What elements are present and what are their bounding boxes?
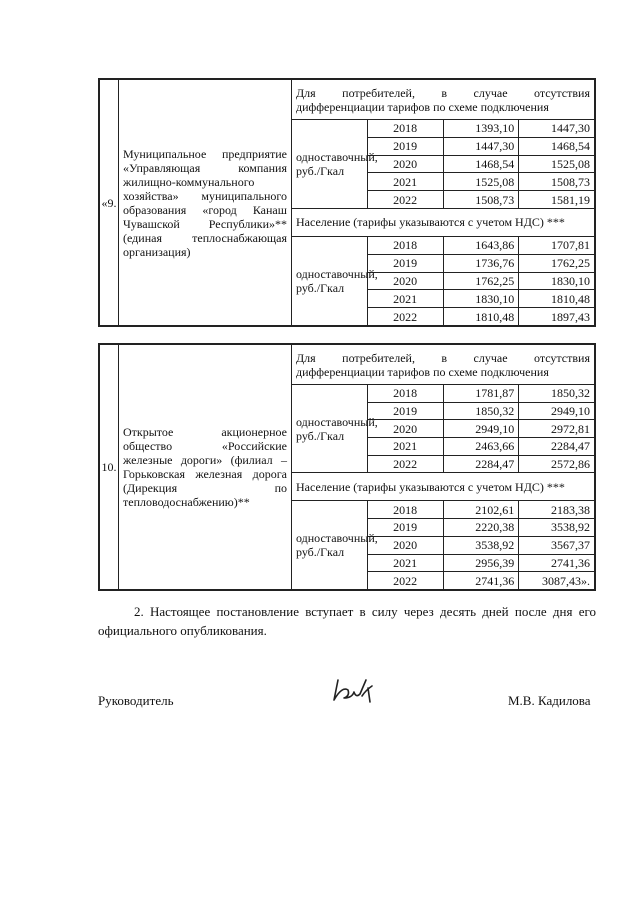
value-cell: 1468,54 [519, 137, 595, 155]
value-cell: 1393,10 [443, 120, 519, 138]
value-cell: 1850,32 [519, 385, 595, 403]
year-cell: 2018 [367, 385, 443, 403]
year-cell: 2022 [367, 455, 443, 473]
tariff-table-9 [98, 78, 596, 327]
effective-date-paragraph: 2. Настоящее постановление вступает в силу через десять дней после дня его официального опубликования. [98, 604, 596, 638]
year-cell: 2022 [367, 572, 443, 590]
consumers-header: Для потребителей, в случае отсутствия дифференциации тарифов по схеме подключения [292, 345, 595, 385]
row-number: 10. [100, 345, 119, 590]
value-cell: 1581,19 [519, 191, 595, 209]
value-cell: 1810,48 [443, 308, 519, 326]
row-number: «9. [100, 80, 119, 326]
value-cell: 3087,43». [519, 572, 595, 590]
value-cell: 2220,38 [443, 519, 519, 537]
value-cell: 1508,73 [519, 173, 595, 191]
tariff-type: одноставочный, руб./Гкал [292, 120, 368, 209]
year-cell: 2018 [367, 236, 443, 254]
value-cell: 1447,30 [443, 137, 519, 155]
value-cell: 1736,76 [443, 254, 519, 272]
value-cell: 1762,25 [443, 272, 519, 290]
value-cell: 2741,36 [443, 572, 519, 590]
year-cell: 2018 [367, 120, 443, 138]
population-header: Население (тарифы указываются с учетом НДС) *** [292, 208, 595, 236]
value-cell: 2572,86 [519, 455, 595, 473]
year-cell: 2021 [367, 438, 443, 456]
consumers-header: Для потребителей, в случае отсутствия дифференциации тарифов по схеме подключения [292, 80, 595, 120]
tariff-type: одноставочный, руб./Гкал [292, 501, 368, 590]
value-cell: 1897,43 [519, 308, 595, 326]
value-cell: 3538,92 [443, 536, 519, 554]
value-cell: 2956,39 [443, 554, 519, 572]
year-cell: 2019 [367, 402, 443, 420]
year-cell: 2022 [367, 308, 443, 326]
year-cell: 2019 [367, 254, 443, 272]
value-cell: 2949,10 [443, 420, 519, 438]
organization-name: Муниципальное предприятие «Управляющая компания жилищно-коммунального хозяйства» муниципального образования «город Канаш Чувашской Республики»** (единая теплоснабжающая организация) [119, 80, 292, 326]
year-cell: 2019 [367, 137, 443, 155]
year-cell: 2020 [367, 420, 443, 438]
value-cell: 1830,10 [443, 290, 519, 308]
value-cell: 2102,61 [443, 501, 519, 519]
year-cell: 2021 [367, 554, 443, 572]
year-cell: 2022 [367, 191, 443, 209]
year-cell: 2020 [367, 155, 443, 173]
year-cell: 2020 [367, 272, 443, 290]
value-cell: 1850,32 [443, 402, 519, 420]
year-cell: 2021 [367, 290, 443, 308]
signatory-name: М.В. Кадилова [508, 693, 591, 708]
value-cell: 1830,10 [519, 272, 595, 290]
value-cell: 2284,47 [519, 438, 595, 456]
value-cell: 2284,47 [443, 455, 519, 473]
value-cell: 2463,66 [443, 438, 519, 456]
value-cell: 1525,08 [443, 173, 519, 191]
value-cell: 1707,81 [519, 236, 595, 254]
year-cell: 2020 [367, 536, 443, 554]
tariff-table-10 [98, 343, 596, 591]
value-cell: 2949,10 [519, 402, 595, 420]
year-cell: 2021 [367, 173, 443, 191]
value-cell: 1643,86 [443, 236, 519, 254]
population-header: Население (тарифы указываются с учетом НДС) *** [292, 473, 595, 501]
value-cell: 2741,36 [519, 554, 595, 572]
value-cell: 1762,25 [519, 254, 595, 272]
signatory-title: Руководитель [98, 693, 174, 708]
value-cell: 1810,48 [519, 290, 595, 308]
value-cell: 1781,87 [443, 385, 519, 403]
value-cell: 1508,73 [443, 191, 519, 209]
value-cell: 2183,38 [519, 501, 595, 519]
value-cell: 1447,30 [519, 120, 595, 138]
handwritten-signature [332, 676, 376, 704]
value-cell: 2972,81 [519, 420, 595, 438]
tariff-type: одноставочный, руб./Гкал [292, 236, 368, 325]
organization-name: Открытое акционерное общество «Российские железные дороги» (филиал – Горьковская железная дорога (Дирекция по тепловодоснабжению)** [119, 345, 292, 590]
value-cell: 3567,37 [519, 536, 595, 554]
year-cell: 2019 [367, 519, 443, 537]
value-cell: 3538,92 [519, 519, 595, 537]
tariff-type: одноставочный, руб./Гкал [292, 385, 368, 473]
value-cell: 1468,54 [443, 155, 519, 173]
year-cell: 2018 [367, 501, 443, 519]
value-cell: 1525,08 [519, 155, 595, 173]
